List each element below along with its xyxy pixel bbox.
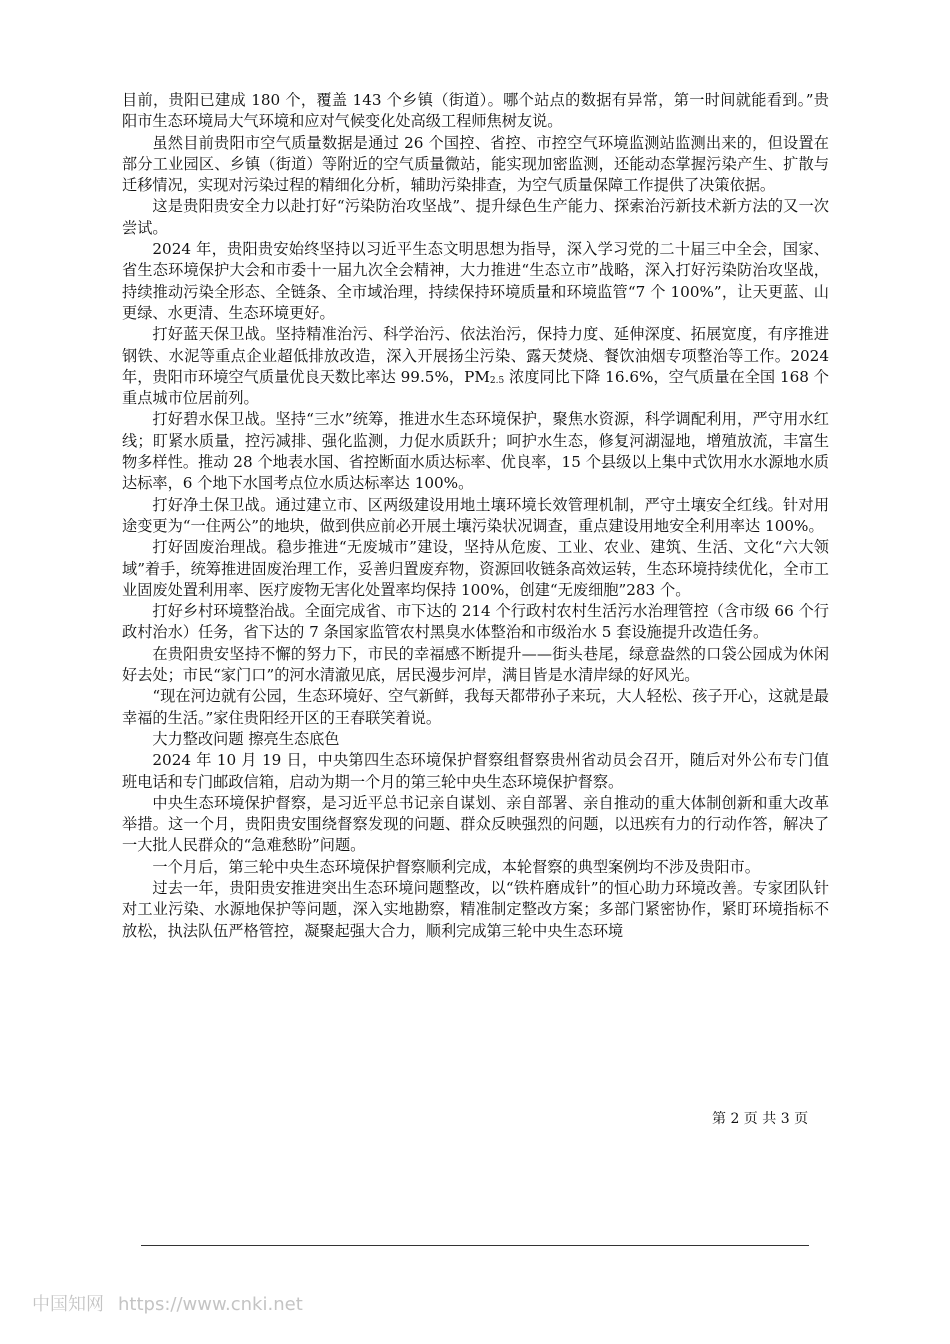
- paragraph: 这是贵阳贵安全力以赴打好“污染防治攻坚战”、提升绿色生产能力、探索治污新技术新方法的又一次尝试。: [122, 197, 829, 237]
- paragraph-text: 打好蓝天保卫战。坚持精准治污、科学治污、依法治污，保持力度、延伸深度、拓展宽度，有序推进钢铁、水泥等重点企业超低排放改造，深入开展扬尘污染、露天焚烧、餐饮油烟专项整治等工作。2024 年，贵阳市环境空气质量优良天数比率达 99.5%，PM: [122, 325, 829, 386]
- paragraph: 打好净土保卫战。通过建立市、区两级建设用地土壤环境长效管理机制，严守土壤安全红线。针对用途变更为“一住两公”的地块，做到供应前必开展土壤污染状况调查，重点建设用地安全利用率达 100%。: [122, 495, 829, 535]
- pm-subscript: 2.5: [489, 375, 505, 386]
- paragraph: 打好乡村环境整治战。全面完成省、市下达的 214 个行政村农村生活污水治理管控（含市级 66 个行政村治水）任务，省下达的 7 条国家监管农村黑臭水体整治和市级治水 5 套设施提升改造任务。: [122, 602, 829, 642]
- paragraph: 在贵阳贵安坚持不懈的努力下，市民的幸福感不断提升——街头巷尾，绿意盎然的口袋公园成为休闲好去处；市民“家门口”的河水清澈见底，居民漫步河岸，满目皆是水清岸绿的好风光。: [122, 644, 829, 685]
- paragraph: 一个月后，第三轮中央生态环境保护督察顺利完成，本轮督察的典型案例均不涉及贵阳市。: [152, 857, 760, 876]
- section-heading: 大力整改问题 擦亮生态底色: [152, 729, 340, 748]
- paragraph-blue-sky: [122, 324, 829, 409]
- paragraph: 打好固废治理战。稳步推进“无废城市”建设，坚持从危废、工业、农业、建筑、生活、文化“六大领域”着手，统筹推进固废治理工作，妥善归置废弃物，资源回收链条高效运转，生态环境持续优化，全市工业固废处置利用率、医疗废物无害化处置率均保持 100%，创建“无废细胞”283 个。: [122, 538, 829, 599]
- paragraph-text: 浓度同比下降 16.6%，空气质量在全国 168 个重点城市位居前列。: [122, 367, 829, 408]
- watermark-name: 中国知网: [32, 1294, 104, 1315]
- article-body: [122, 90, 829, 942]
- footer-divider: [141, 1245, 809, 1246]
- paragraph: 中央生态环境保护督察，是习近平总书记亲自谋划、亲自部署、亲自推动的重大体制创新和重大改革举措。这一个月，贵阳贵安围绕督察发现的问题、群众反映强烈的问题，以迅疾有力的行动作答，解决了一大批人民群众的“急难愁盼”问题。: [122, 793, 829, 855]
- watermark: [32, 1293, 303, 1317]
- paragraph: 2024 年，贵阳贵安始终坚持以习近平生态文明思想为指导，深入学习党的二十届三中全会，国家、省生态环境保护大会和市委十一届九次全会精神，大力推进“生态立市”战略，深入打好污染防治攻坚战，持续推动污染全形态、全链条、全市域治理，持续保持环境质量和环境监管“7 个 100%”，让天更蓝、山更绿、水更清、生态环境更好。: [122, 240, 829, 322]
- paragraph: 虽然目前贵阳市空气质量数据是通过 26 个国控、省控、市控空气环境监测站监测出来的，但设置在部分工业园区、乡镇（街道）等附近的空气质量微站，能实现加密监测，还能动态掌握污染产生、扩散与迁移情况，实现对污染过程的精细化分析，辅助污染排查，为空气质量保障工作提供了决策依据。: [122, 133, 829, 195]
- paragraph: 目前，贵阳已建成 180 个，覆盖 143 个乡镇（街道）。哪个站点的数据有异常，第一时间就能看到。”贵阳市生态环境局大气环境和应对气候变化处高级工程师焦树友说。: [122, 91, 829, 131]
- paragraph: 打好碧水保卫战。坚持“三水”统筹，推进水生态环境保护，聚焦水资源，科学调配利用，严守用水红线；盯紧水质量，控污减排、强化监测，力促水质跃升；呵护水生态，修复河湖湿地，增殖放流，丰富生物多样性。推动 28 个地表水国、省控断面水质达标率、优良率，15 个县级以上集中式饮用水水源地水质达标率，6 个地下水国考点位水质达标率达 100%。: [122, 410, 829, 493]
- paragraph: 过去一年，贵阳贵安推进突出生态环境问题整改，以“铁杵磨成针”的恒心助力环境改善。专家团队针对工业污染、水源地保护等问题，深入实地勘察，精准制定整改方案；多部门紧密协作，紧盯环境指标不放松，执法队伍严格管控，凝聚起强大合力，顺利完成第三轮中央生态环境: [122, 878, 829, 940]
- paragraph: 2024 年 10 月 19 日，中央第四生态环境保护督察组督察贵州省动员会召开，随后对外公布专门值班电话和专门邮政信箱，启动为期一个月的第三轮中央生态环境保护督察。: [122, 751, 829, 791]
- paragraph: “现在河边就有公园，生态环境好、空气新鲜，我每天都带孙子来玩，大人轻松、孩子开心，这就是最幸福的生活。”家住贵阳经开区的王春联笑着说。: [122, 687, 829, 727]
- page-number: 第 2 页 共 3 页: [712, 1111, 809, 1127]
- watermark-url: https://www.cnki.net: [118, 1294, 303, 1315]
